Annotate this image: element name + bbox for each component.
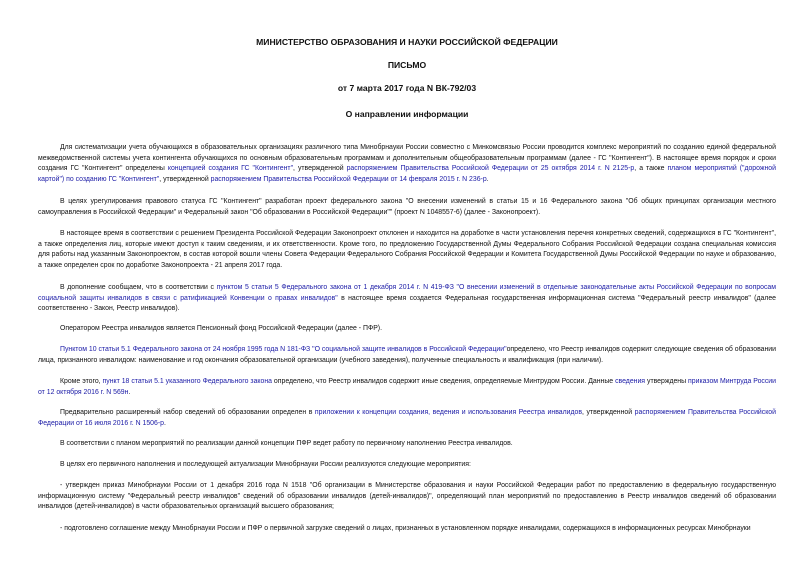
link-law-181[interactable]: Пунктом 10 статьи 5.1 Федерального закона от 24 ноября 1995 года N 181-ФЗ "О социальной защите инвалидов в Российской Федерации" (60, 346, 507, 353)
ministry-title: МИНИСТЕРСТВО ОБРАЗОВАНИЯ И НАУКИ РОССИЙСКОЙ ФЕДЕРАЦИИ (256, 37, 558, 47)
link-appendix-concept[interactable]: приложении к концепции создания, ведения и использования Реестра инвалидов (314, 409, 582, 416)
paragraph-5: Оператором Реестра инвалидов является Пенсионный фонд Российской Федерации (далее - ПФР). (60, 325, 383, 332)
link-order-236[interactable]: распоряжением Правительства Российской Федерации от 14 февраля 2015 г. N 236-р (210, 175, 487, 183)
link-point-18[interactable]: пункт 18 статьи 5.1 указанного Федерального закона (102, 378, 272, 385)
paragraph-9: В соответствии с планом мероприятий по реализации данной концепции ПФР ведет работу по первичному наполнению Реестра инвалидов. (60, 440, 513, 447)
paragraph-7: Кроме этого, пункт 18 статьи 5.1 указанного Федерального закона определено, что Реестр инвалидов содержит иные сведения, определяемые Минтрудом России. Данные сведения утверждены приказом Минтруда России от 12 октября 2016 г. N 569н. (38, 378, 777, 396)
paragraph-10: В целях его первичного наполнения и последующей актуализации Минобрнауки России реализуются следующие мероприятия: (60, 461, 471, 468)
paragraph-12: - подготовлено соглашение между Минобрнауки России и ПФР о первичной загрузке сведений о лицах, признанных в установленном порядке инвалидами, содержащихся в информационных ресурсах Минобрнауки (60, 525, 751, 532)
link-order-2125[interactable]: распоряжением Правительства Российской Федерации от 25 октября 2014 г. N 2125-р (346, 165, 635, 173)
paragraph-2: В целях урегулирования правового статуса ГС "Контингент" разработан проект федерального закона "О внесении изменений в статьи 15 и 16 Федерального закона "Об общих принципах организации местного самоуправления в Российской Федерации" и Федеральный закон "Об образовании в Российской Федерации"" (проект N 1048557-6) (далее - Законопроект). (38, 198, 776, 216)
document-date-number: от 7 марта 2017 года N ВК-792/03 (337, 83, 477, 93)
paragraph-8: Предварительно расширенный набор сведений об образовании определен в приложении к концепции создания, ведения и использования Реестра инвалидов, утвержденной распоряжением Правительства Российской Федерации от 16 июля 2016 г. N 1506-р. (38, 409, 776, 427)
paragraph-4: В дополнение сообщаем, что в соответствии с пунктом 5 статьи 5 Федерального закона от 1 декабря 2014 г. N 419-ФЗ "О внесении изменений в отдельные законодательные акты Российской Федерации по вопросам социальной защиты инвалидов в связи с ратификацией Конвенции о правах инвалидов" в настоящее время создается Федеральная государственная информационная система "Федеральный реестр инвалидов" (далее соответственно - Закон, Реестр инвалидов). (38, 284, 777, 313)
paragraph-1: Для систематизации учета обучающихся в образовательных организациях различного типа Минобрнауки России совместно с Минкомсвязью России проводится комплекс мероприятий по созданию единой федеральной межведомственной системы учета контингента обучающихся по основным образовательным программам и дополнительным общеобразовательным программам (далее - ГС "Контингент"). В настоящее время порядок и сроки создания ГС "Контингент" определены концепцией создания ГС "Контингент", утвержденной распоряжением Правительства Российской Федерации от 25 октября 2014 г. N 2125-р, а также планом мероприятий ("дорожной картой") по созданию ГС "Контингент", утвержденной распоряжением Правительства Российской Федерации от 14 февраля 2015 г. N 236-р. (38, 144, 776, 183)
link-law-419[interactable]: пунктом 5 статьи 5 Федерального закона от 1 декабря 2014 г. N 419-ФЗ "О внесении изменений в отдельные законодательные акты Российской Федерации по вопросам социальной защиты инвалидов в связи с ратификацией Конвенции о правах инвалидов" (38, 284, 776, 302)
paragraph-3: В настоящее время в соответствии с решением Президента Российской Федерации Законопроект отклонен и находится на доработке в части установления перечня конкретных сведений, содержащихся в ГС "Контингент", а также определения лиц, которые имеют доступ к таким сведениям, и их ответственности. Кроме того, по предложению Государственной Думы Федерального Собрания Российской Федерации создана специальная комиссия для работы над указанным Законопроектом, в состав которой вошли члены Совета Федерации Федерального Собрания Российской Федерации и Комитета Государственной Думы Российской Федерации по науке и образованию, а также определен срок по доработке Законопроекта - 21 апреля 2017 года. (38, 230, 777, 269)
paragraph-11: - утвержден приказ Минобрнауки России от 1 декабря 2016 года N 1518 "Об организации в Министерстве образования и науки Российской Федерации работ по предоставлению в федеральную государственную информационную систему "Федеральный реестр инвалидов" сведений об образовании инвалидов (детей-инвалидов)", определяющий план мероприятий по предоставлению в Реестр инвалидов сведений об образовании инвалидов (детей-инвалидов) в части образовательных организаций высшего образования; (38, 482, 776, 511)
link-order-569n[interactable]: приказом Минтруда России от 12 октября 2016 г. N 569н (38, 378, 777, 396)
link-information[interactable]: сведения (615, 378, 646, 385)
link-concept-gs-contingent[interactable]: концепцией создания ГС "Контингент" (167, 165, 294, 173)
link-order-1506[interactable]: распоряжением Правительства Российской Федерации от 16 июля 2016 г. N 1506-р (38, 409, 776, 427)
paragraph-6: Пунктом 10 статьи 5.1 Федерального закона от 24 ноября 1995 года N 181-ФЗ "О социальной защите инвалидов в Российской Федерации"определено, что Реестр инвалидов содержит следующие сведения об образовании лица, признанного инвалидом: наименование и год окончания образовательной организации (учебного заведения), полученные специальность и квалификация (при наличии). (38, 346, 776, 364)
document-type: ПИСЬМО (387, 60, 427, 70)
document-subject: О направлении информации (345, 109, 469, 119)
link-roadmap[interactable]: планом мероприятий ("дорожной картой") по созданию ГС "Контингент" (38, 165, 776, 183)
